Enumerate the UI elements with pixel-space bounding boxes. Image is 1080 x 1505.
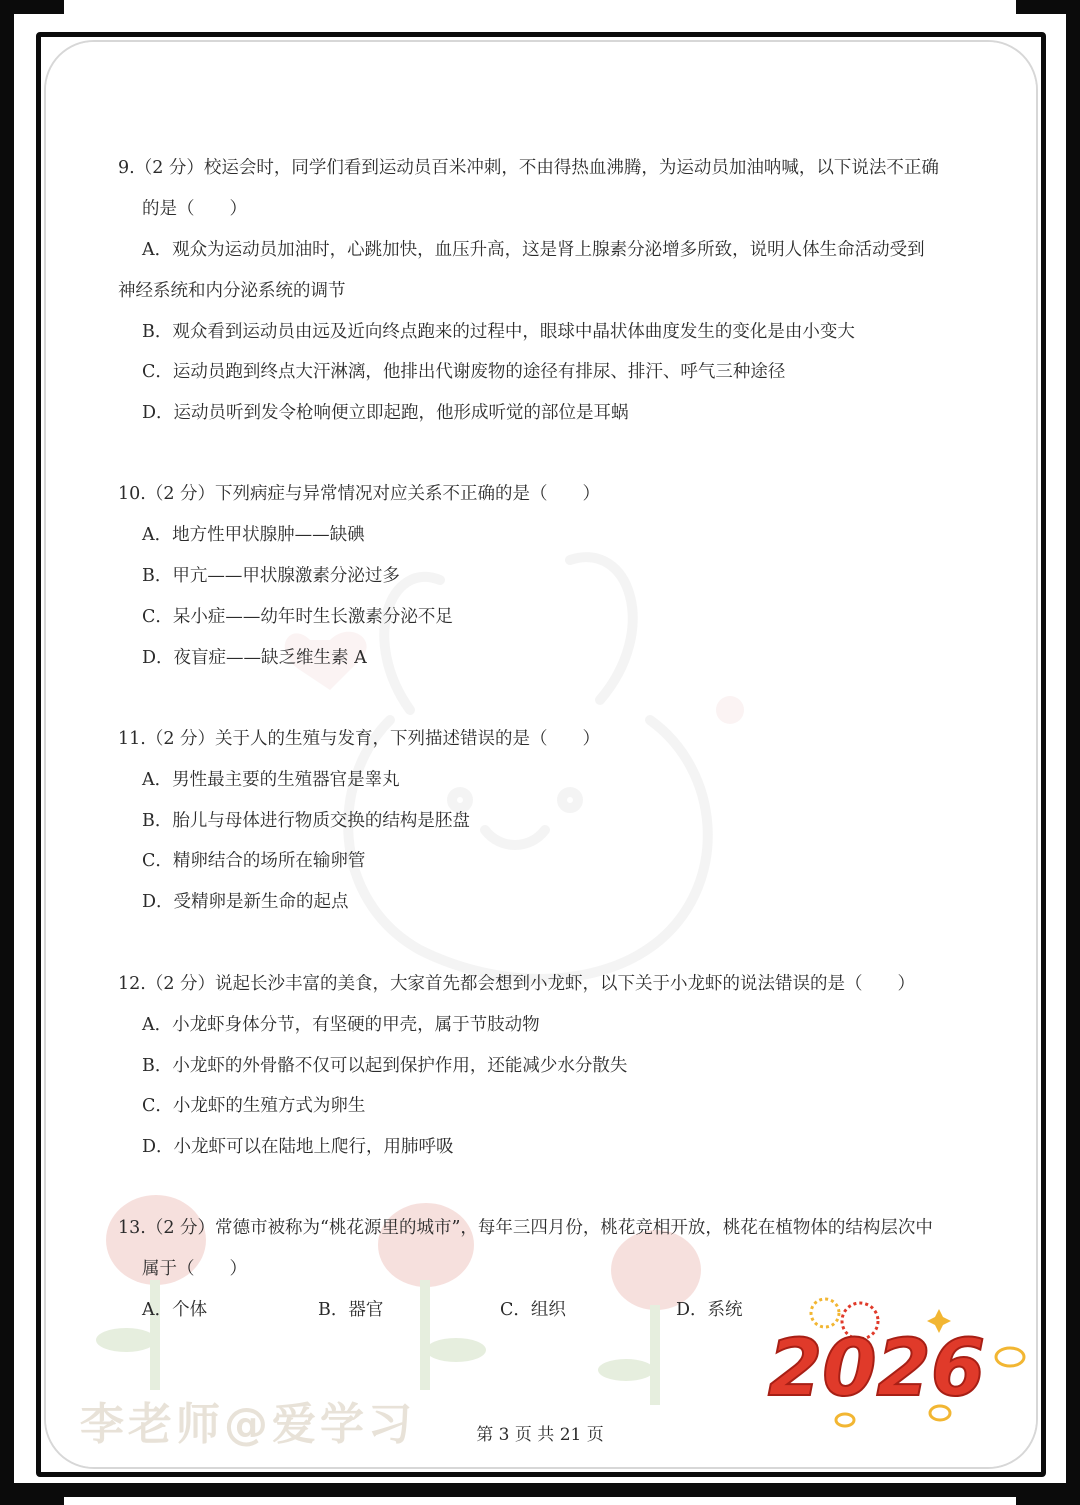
question-13-stem-cont: 属于（ ） bbox=[142, 1259, 247, 1279]
question-9-option-b: B．观众看到运动员由远及近向终点跑来的过程中，眼球中晶状体曲度发生的变化是由小变大 bbox=[142, 322, 855, 342]
question-10-stem: 10.（2 分）下列病症与异常情况对应关系不正确的是（ ） bbox=[118, 484, 601, 504]
question-10-option-b: B．甲亢——甲状腺激素分泌过多 bbox=[142, 566, 400, 586]
question-12-option-c: C．小龙虾的生殖方式为卵生 bbox=[142, 1096, 366, 1116]
watermark-text: 李老师@爱学习 bbox=[80, 1399, 416, 1450]
question-12-option-d: D．小龙虾可以在陆地上爬行，用肺呼吸 bbox=[142, 1137, 454, 1157]
question-12-stem: 12.（2 分）说起长沙丰富的美食，大家首先都会想到小龙虾，以下关于小龙虾的说法错误的是（ ） bbox=[118, 974, 916, 994]
question-10-option-d: D．夜盲症——缺乏维生素 A bbox=[142, 648, 367, 668]
question-11-option-d: D．受精卵是新生命的起点 bbox=[142, 892, 349, 912]
question-10-option-c: C．呆小症——幼年时生长激素分泌不足 bbox=[142, 607, 453, 627]
question-13-option-d: D．系统 bbox=[676, 1300, 743, 1320]
question-9-option-a-cont: 神经系统和内分泌系统的调节 bbox=[118, 281, 346, 301]
question-9-option-d: D．运动员听到发令枪响便立即起跑，他形成听觉的部位是耳蜗 bbox=[142, 403, 629, 423]
question-9-stem: 9.（2 分）校运会时，同学们看到运动员百米冲刺，不由得热血沸腾，为运动员加油呐喊，以下说法不正确 bbox=[118, 158, 939, 178]
question-12-option-b: B．小龙虾的外骨骼不仅可以起到保护作用，还能减少水分散失 bbox=[142, 1056, 628, 1076]
year-logo-text: 2026 bbox=[768, 1324, 986, 1414]
question-13-stem: 13.（2 分）常德市被称为“桃花源里的城市”，每年三四月份，桃花竞相开放，桃花在植物体的结构层次中 bbox=[118, 1218, 933, 1238]
question-11-option-a: A．男性最主要的生殖器官是睾丸 bbox=[142, 770, 400, 790]
question-13-option-c: C．组织 bbox=[500, 1300, 566, 1320]
page-footer: 第 3 页 共 21 页 bbox=[476, 1425, 604, 1445]
question-11-option-b: B．胎儿与母体进行物质交换的结构是胚盘 bbox=[142, 811, 470, 831]
question-10-option-a: A．地方性甲状腺肿——缺碘 bbox=[142, 525, 365, 545]
question-13-option-a: A．个体 bbox=[142, 1300, 208, 1320]
question-9-option-c: C．运动员跑到终点大汗淋漓，他排出代谢废物的途径有排尿、排汗、呼气三种途径 bbox=[142, 362, 786, 382]
question-12-option-a: A．小龙虾身体分节，有坚硬的甲壳，属于节肢动物 bbox=[142, 1015, 540, 1035]
question-13-option-b: B．器官 bbox=[318, 1300, 384, 1320]
question-11-option-c: C．精卵结合的场所在输卵管 bbox=[142, 851, 366, 871]
question-9-option-a: A．观众为运动员加油时，心跳加快，血压升高，这是肾上腺素分泌增多所致，说明人体生命活动受到 bbox=[142, 240, 925, 260]
question-11-stem: 11.（2 分）关于人的生殖与发育，下列描述错误的是（ ） bbox=[118, 729, 601, 749]
question-9-stem-cont: 的是（ ） bbox=[142, 199, 247, 219]
